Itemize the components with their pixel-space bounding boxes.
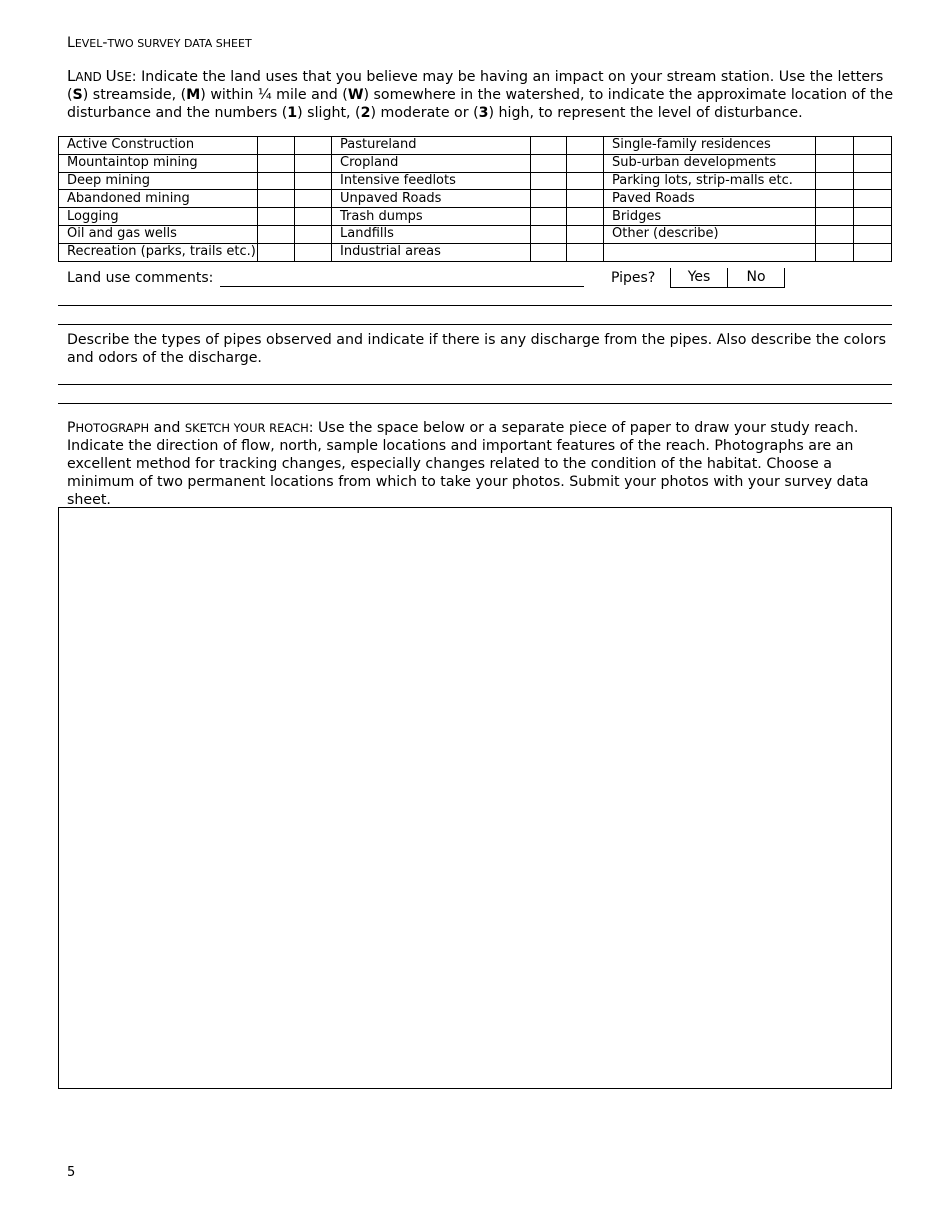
location-entry-box[interactable] — [816, 190, 854, 208]
level-entry-box[interactable] — [854, 172, 892, 190]
pipes-question: Pipes? — [611, 270, 656, 286]
land-use-label: Sub-urban developments — [604, 154, 816, 172]
level-entry-box[interactable] — [295, 225, 332, 243]
table-row — [59, 154, 892, 172]
level-entry-box[interactable] — [295, 190, 332, 208]
pipes-yes-option[interactable]: Yes — [687, 269, 711, 285]
table-row — [59, 190, 892, 208]
land-use-label: Pastureland — [332, 137, 531, 155]
location-entry-box[interactable] — [531, 154, 567, 172]
land-use-label: Landfills — [332, 225, 531, 243]
land-use-label: Bridges — [604, 208, 816, 226]
divider — [58, 324, 892, 325]
level-entry-box[interactable] — [567, 172, 604, 190]
location-entry-box[interactable] — [258, 172, 295, 190]
page-number: 5 — [67, 1165, 76, 1180]
level-entry-box[interactable] — [567, 190, 604, 208]
level-entry-box[interactable] — [854, 154, 892, 172]
land-use-label: Single-family residences — [604, 137, 816, 155]
level-entry-box[interactable] — [295, 243, 332, 261]
location-entry-box[interactable] — [531, 137, 567, 155]
level-entry-box[interactable] — [854, 137, 892, 155]
location-entry-box[interactable] — [258, 190, 295, 208]
location-entry-box[interactable] — [258, 243, 295, 261]
reach-sketch-instructions: PHOTOGRAPH and SKETCH YOUR REACH: Use the space below or a separate piece of paper to draw your study reach. Indicate the direction of flow, north, sample locations and important features of the reach. Photographs are an excellent method for tracking changes, especially changes related to the condition of the habitat. Choose a minimum of two permanent locations from which to take your photos. Submit your photos with your survey data sheet. — [67, 420, 869, 508]
level-entry-box[interactable] — [854, 208, 892, 226]
table-row — [59, 208, 892, 226]
land-use-label: Paved Roads — [604, 190, 816, 208]
table-row — [59, 137, 892, 155]
writing-line[interactable] — [58, 305, 892, 306]
location-entry-box[interactable] — [816, 225, 854, 243]
writing-line[interactable] — [58, 384, 892, 385]
land-use-instructions: LAND USE: Indicate the land uses that you believe may be having an impact on your stream station. Use the letters (S) streamside, (M) within ¼ mile and (W) somewhere in the watershed, to indicate the approximate location of the disturbance and the numbers (1) slight, (2) moderate or (3) high, to represent the level of disturbance. — [67, 67, 894, 121]
land-use-label: Other (describe) — [604, 225, 816, 243]
land-use-label: Intensive feedlots — [332, 172, 531, 190]
land-use-label — [604, 243, 816, 261]
pipes-no-option[interactable]: No — [727, 268, 784, 287]
land-use-table — [58, 136, 892, 262]
land-use-label: Recreation (parks, trails etc.) — [59, 243, 258, 261]
land-use-label: Industrial areas — [332, 243, 531, 261]
location-entry-box[interactable] — [258, 225, 295, 243]
land-use-label: Unpaved Roads — [332, 190, 531, 208]
location-entry-box[interactable] — [531, 243, 567, 261]
pipes-options — [670, 268, 785, 288]
land-use-comments-label: Land use comments: — [67, 270, 214, 286]
land-use-label: Cropland — [332, 154, 531, 172]
divider — [58, 403, 892, 404]
location-entry-box[interactable] — [531, 190, 567, 208]
land-use-comments-field[interactable] — [220, 286, 584, 287]
location-entry-box[interactable] — [531, 225, 567, 243]
location-entry-box[interactable] — [531, 172, 567, 190]
level-entry-box[interactable] — [567, 208, 604, 226]
location-entry-box[interactable] — [258, 154, 295, 172]
location-entry-box[interactable] — [816, 137, 854, 155]
land-use-label: Mountaintop mining — [59, 154, 258, 172]
level-entry-box[interactable] — [854, 190, 892, 208]
table-row — [59, 225, 892, 243]
land-use-label: Oil and gas wells — [59, 225, 258, 243]
level-entry-box[interactable] — [567, 243, 604, 261]
level-entry-box[interactable] — [854, 225, 892, 243]
level-entry-box[interactable] — [567, 154, 604, 172]
location-entry-box[interactable] — [816, 243, 854, 261]
land-use-label: Active Construction — [59, 137, 258, 155]
level-entry-box[interactable] — [567, 137, 604, 155]
sketch-area[interactable] — [58, 507, 892, 1089]
land-use-label: Parking lots, strip-malls etc. — [604, 172, 816, 190]
location-entry-box[interactable] — [816, 172, 854, 190]
pipes-description-prompt: Describe the types of pipes observed and indicate if there is any discharge from the pipes. Also describe the colors and odors of the discharge. — [67, 332, 886, 366]
level-entry-box[interactable] — [295, 172, 332, 190]
level-entry-box[interactable] — [295, 208, 332, 226]
table-row — [59, 243, 892, 261]
level-entry-box[interactable] — [295, 137, 332, 155]
location-entry-box[interactable] — [531, 208, 567, 226]
location-entry-box[interactable] — [258, 208, 295, 226]
location-entry-box[interactable] — [816, 208, 854, 226]
location-entry-box[interactable] — [258, 137, 295, 155]
level-entry-box[interactable] — [567, 225, 604, 243]
table-row — [59, 172, 892, 190]
level-entry-box[interactable] — [854, 243, 892, 261]
level-entry-box[interactable] — [295, 154, 332, 172]
land-use-label: Deep mining — [59, 172, 258, 190]
location-entry-box[interactable] — [816, 154, 854, 172]
land-use-label: Trash dumps — [332, 208, 531, 226]
page-title: LEVEL-TWO SURVEY DATA SHEET — [67, 35, 252, 51]
land-use-label: Abandoned mining — [59, 190, 258, 208]
land-use-label: Logging — [59, 208, 258, 226]
